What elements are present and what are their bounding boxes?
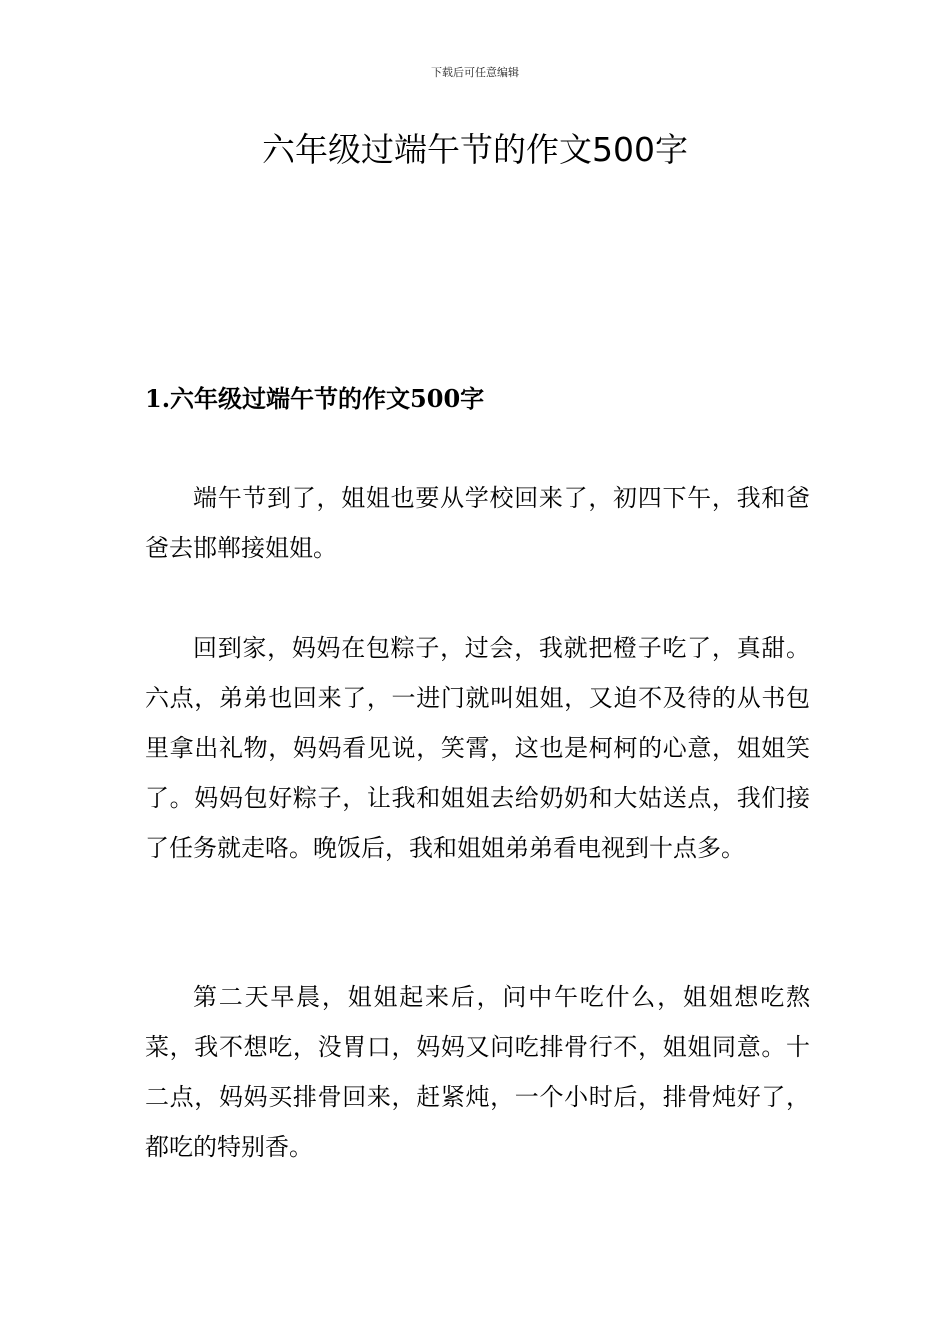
paragraph-3: 第二天早晨，姐姐起来后，问中午吃什么，姐姐想吃熬菜，我不想吃，没胃口，妈妈又问吃排骨行不，姐姐同意。十二点，妈妈买排骨回来，赶紧炖，一个小时后，排骨炖好了，都吃的特别香。 bbox=[145, 983, 810, 1161]
paragraph-1: 端午节到了，姐姐也要从学校回来了，初四下午，我和爸爸去邯郸接姐姐。 bbox=[145, 484, 810, 562]
document-title: 六年级过端午节的作文500字 bbox=[262, 130, 688, 169]
section-heading: 1.六年级过端午节的作文500字 bbox=[145, 384, 485, 413]
header-note: 下载后可任意编辑 bbox=[431, 66, 519, 79]
paragraph-2: 回到家，妈妈在包粽子，过会，我就把橙子吃了，真甜。六点，弟弟也回来了，一进门就叫姐姐，又迫不及待的从书包里拿出礼物，妈妈看见说，笑霄，这也是柯柯的心意，姐姐笑了。妈妈包好粽子，让我和姐姐去给奶奶和大姑送点，我们接了任务就走咯。晚饭后，我和姐姐弟弟看电视到十点多。 bbox=[145, 634, 810, 862]
